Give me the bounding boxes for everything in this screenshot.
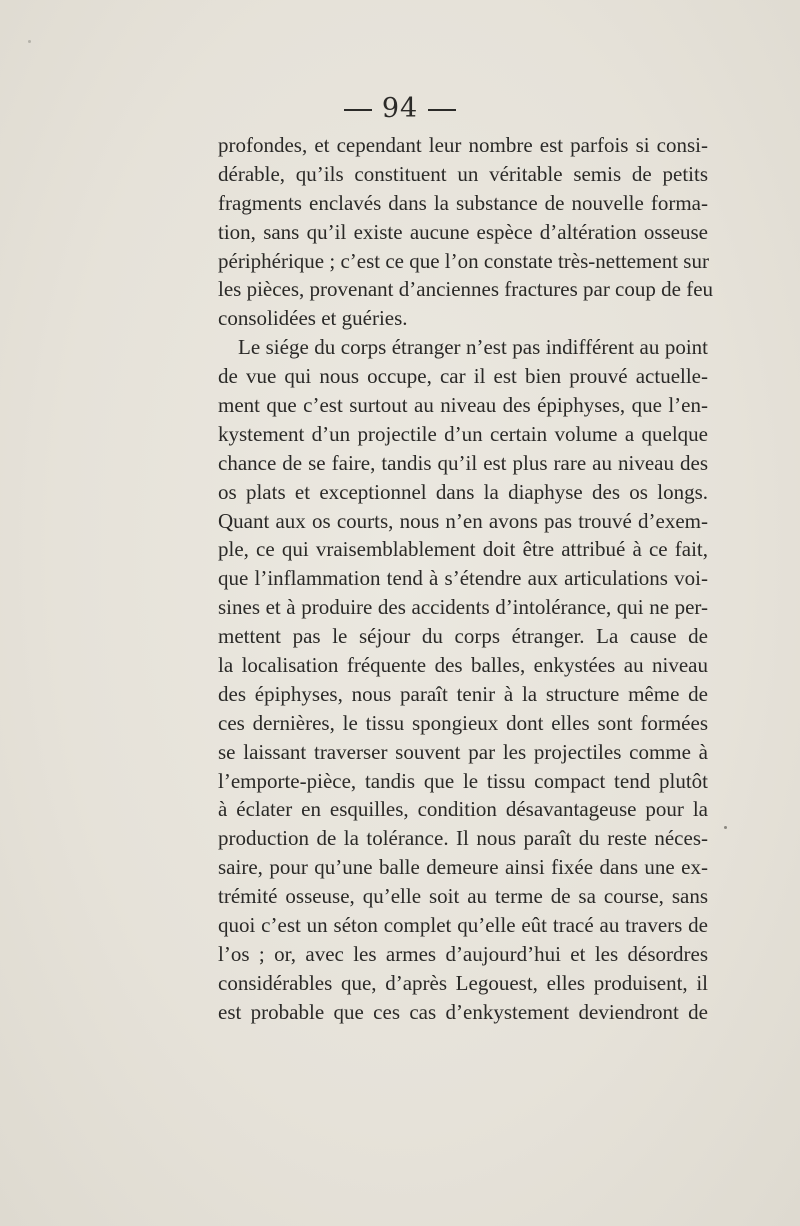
text-line: tion, sans qu’il existe aucune espèce d’altération osseuse: [218, 219, 708, 244]
text-line: os plats et exceptionnel dans la diaphyse des os longs.: [218, 479, 708, 504]
text-line: trémité osseuse, qu’elle soit au terme de sa course, sans: [218, 884, 708, 909]
text-line: ces dernières, le tissu spongieux dont elles sont formées: [218, 710, 708, 735]
text-line: périphérique ; c’est ce que l’on constate très-nettement sur: [218, 248, 709, 273]
page-header: [0, 94, 800, 124]
text-line: production de la tolérance. Il nous paraît du reste néces-: [218, 826, 708, 851]
body-text: [218, 131, 714, 1027]
text-line: dérable, qu’ils constituent un véritable semis de petits: [218, 161, 708, 186]
page-number: 94: [381, 93, 419, 124]
text-line: fragments enclavés dans la substance de nouvelle forma-: [218, 190, 708, 215]
text-line: profondes, et cependant leur nombre est parfois si consi-: [218, 133, 708, 157]
paper-speck: [28, 40, 31, 43]
text-line: saire, pour qu’une balle demeure ainsi fixée dans une ex-: [218, 855, 708, 880]
text-line: à éclater en esquilles, condition désavantageuse pour la: [218, 797, 708, 822]
text-line: est probable que ces cas d’enkystement deviendront de: [218, 999, 708, 1024]
text-line: mettent pas le séjour du corps étranger. La cause de: [218, 624, 708, 649]
text-line: ment que c’est surtout au niveau des épiphyses, que l’en-: [218, 393, 708, 418]
text-line: que l’inflammation tend à s’étendre aux articulations voi-: [218, 566, 708, 591]
header-dash-left: [344, 109, 372, 111]
text-line: considérables que, d’après Legouest, elles produisent, il: [218, 970, 708, 995]
text-line: la localisation fréquente des balles, enkystées au niveau: [218, 653, 708, 678]
text-line: l’os ; or, avec les armes d’aujourd’hui et les désordres: [218, 941, 708, 966]
text-line-paragraph-end: consolidées et guéries.: [218, 306, 408, 331]
text-line: les pièces, provenant d’anciennes fractures par coup de feu: [218, 277, 714, 302]
text-line: ple, ce qui vraisemblablement doit être attribué à ce fait,: [218, 537, 708, 562]
text-line: se laissant traverser souvent par les projectiles comme à: [218, 739, 708, 764]
text-line: sines et à produire des accidents d’intolérance, qui ne per-: [218, 595, 708, 620]
text-line: kystement d’un projectile d’un certain volume a quelque: [218, 421, 708, 446]
text-line: chance de se faire, tandis qu’il est plus rare au niveau des: [218, 450, 708, 475]
text-line: Quant aux os courts, nous n’en avons pas trouvé d’exem-: [218, 508, 708, 533]
paper-speck: [724, 826, 727, 829]
text-line: de vue qui nous occupe, car il est bien prouvé actuelle-: [218, 364, 708, 389]
text-line: l’emporte-pièce, tandis que le tissu compact tend plutôt: [218, 768, 708, 793]
text-line: des épiphyses, nous paraît tenir à la structure même de: [218, 681, 708, 706]
header-dash-right: [428, 109, 456, 111]
text-line: quoi c’est un séton complet qu’elle eût tracé au travers de: [218, 913, 708, 938]
text-line-paragraph-start: Le siége du corps étranger n’est pas indifférent au point: [238, 335, 708, 360]
